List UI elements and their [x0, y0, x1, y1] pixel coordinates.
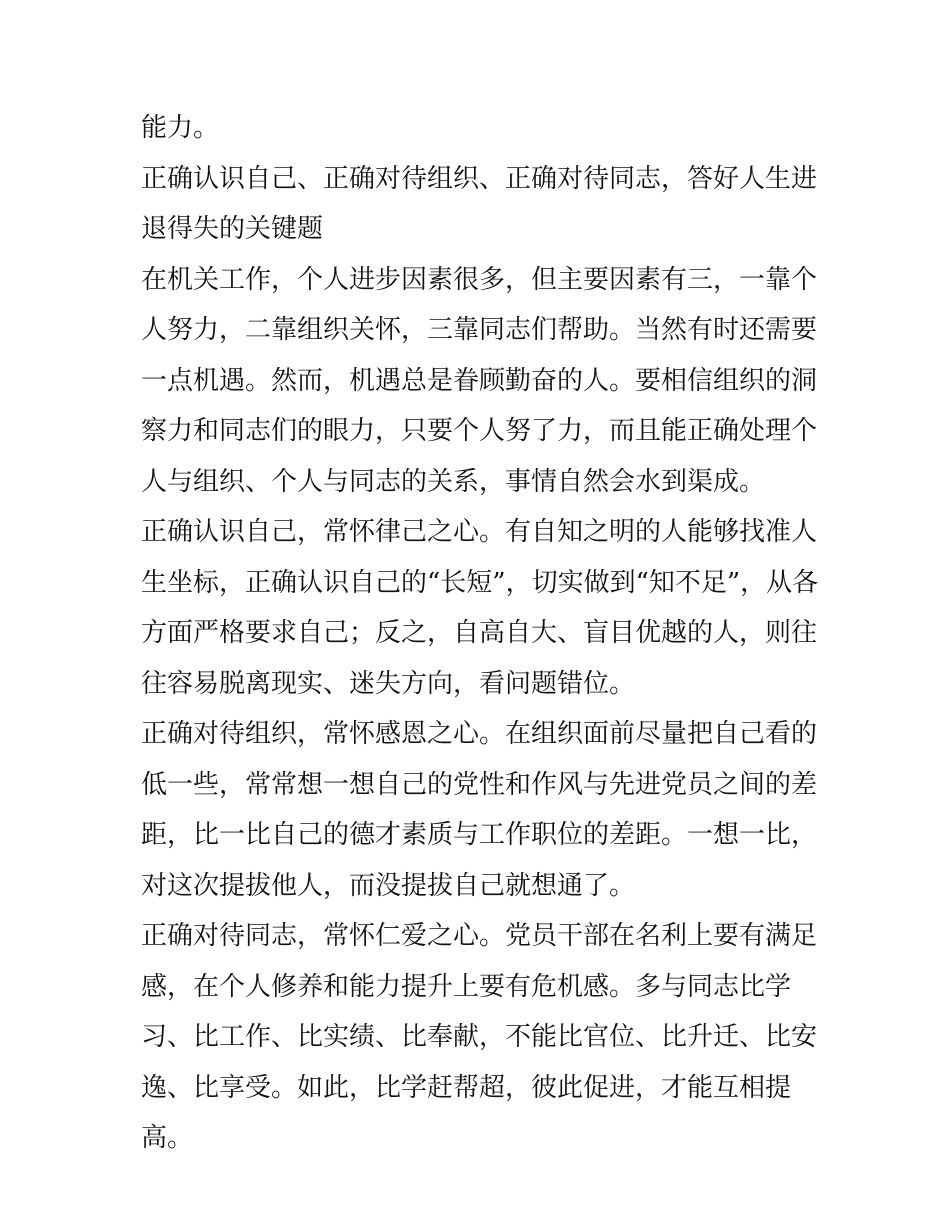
paragraph-comrades: 正确对待同志，常怀仁爱之心。党员干部在名利上要有满足感，在个人修养和能力提升上要有危机感。多与同志比学习、比工作、比实绩、比奉献，不能比官位、比升迁、比安逸、比享受。如此，比学赶帮超，彼此促进，才能互相提高。	[141, 921, 818, 1153]
paragraph-self: 正确认识自己，常怀律己之心。有自知之明的人能够找准人生坐标，正确认识自己的“长短”，切实做到“知不足”，从各方面严格要求自己；反之，自高自大、盲目优越的人，则往往容易脱离现实、迷失方向，看问题错位。	[141, 517, 819, 699]
paragraph-organization: 正确对待组织，常怀感恩之心。在组织面前尽量把自己看的低一些，常常想一想自己的党性和作风与先进党员之间的差距，比一比自己的德才素质与工作职位的差距。一想一比，对这次提拔他人，而没提拔自己就想通了。	[141, 719, 818, 901]
section-heading: 正确认识自己、正确对待组织、正确对待同志，答好人生进退得失的关键题	[141, 163, 818, 244]
document-body	[141, 103, 821, 1164]
paragraph-continuation: 能力。	[141, 113, 220, 143]
paragraph-intro: 在机关工作，个人进步因素很多，但主要因素有三，一靠个人努力，二靠组织关怀，三靠同志们帮助。当然有时还需要一点机遇。然而，机遇总是眷顾勤奋的人。要相信组织的洞察力和同志们的眼力，只要个人努了力，而且能正确处理个人与组织、个人与同志的关系，事情自然会水到渠成。	[141, 264, 818, 497]
